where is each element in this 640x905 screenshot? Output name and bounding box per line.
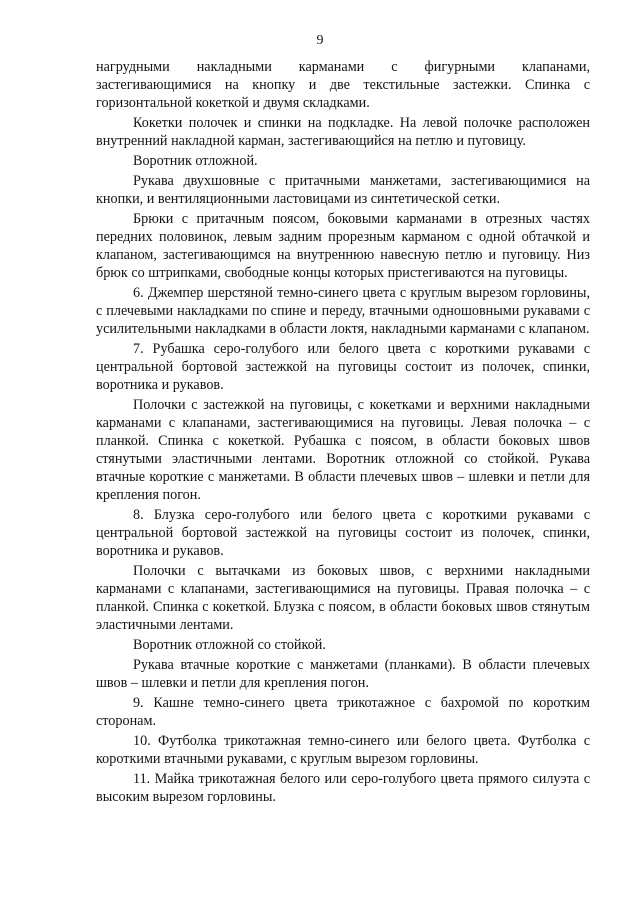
paragraph-continuation: нагрудными накладными карманами с фигурными клапанами, застегивающимися на кнопку и две текстильные застежки. Спинка с горизонтальной кокеткой и двумя складками. xyxy=(96,59,590,111)
paragraph-item-6-jumper: 6. Джемпер шерстяной темно-синего цвета с круглым вырезом горловины, с плечевыми накладками по спине и переду, втачными одношовными рукавами с усилительными накладками в области локтя, накладными карманами с клапаном. xyxy=(96,285,590,337)
paragraph-blouse-details: Полочки с вытачками из боковых швов, с верхними накладными карманами с клапанами, застегивающимися на пуговицы. Правая полочка – с планкой. Спинка с кокеткой. Блузка с поясом, в области боковых швов стянутым эластичными лентами. xyxy=(96,563,590,633)
paragraph-item-11-undershirt: 11. Майка трикотажная белого или серо-голубого цвета прямого силуэта с высоким вырезом горловины. xyxy=(96,771,590,805)
paragraph-collar: Воротник отложной. xyxy=(133,153,258,169)
page-number: 9 xyxy=(316,33,324,48)
paragraph-sleeves: Рукава двухшовные с притачными манжетами, застегивающимися на кнопки, и вентиляционными ластовицами из синтетической сетки. xyxy=(96,173,590,207)
paragraph-item-8-blouse: 8. Блузка серо-голубого или белого цвета с короткими рукавами с центральной бортовой застежкой на пуговицы состоит из полочек, спинки, воротника и рукавов. xyxy=(96,507,590,559)
paragraph-blouse-collar: Воротник отложной со стойкой. xyxy=(133,637,326,653)
paragraph-item-7-shirt: 7. Рубашка серо-голубого или белого цвета с короткими рукавами с центральной бортовой застежкой на пуговицы состоит из полочек, спинки, воротника и рукавов. xyxy=(96,341,590,393)
paragraph-item-10-tshirt: 10. Футболка трикотажная темно-синего или белого цвета. Футболка с короткими втачными рукавами, с круглым вырезом горловины. xyxy=(96,733,590,767)
paragraph-item-9-scarf: 9. Кашне темно-синего цвета трикотажное с бахромой по коротким сторонам. xyxy=(96,695,590,729)
paragraph-yoke-lining: Кокетки полочек и спинки на подкладке. На левой полочке расположен внутренний накладной карман, застегивающийся на петлю и пуговицу. xyxy=(96,115,590,149)
paragraph-blouse-sleeves: Рукава втачные короткие с манжетами (планками). В области плечевых швов – шлевки и петли для крепления погон. xyxy=(96,657,590,691)
paragraph-shirt-details: Полочки с застежкой на пуговицы, с кокетками и верхними накладными карманами с клапанами, застегивающимися на пуговицы. Левая полочка – с планкой. Спинка с кокеткой. Рубашка с поясом, в области боковых швов стянутыми эластичными лентами. Воротник отложной со стойкой. Рукава втачные короткие с манжетами. В области плечевых швов – шлевки и петли для крепления погон. xyxy=(96,397,590,503)
document-body xyxy=(96,58,590,808)
paragraph-trousers: Брюки с притачным поясом, боковыми карманами в отрезных частях передних половинок, левым задним прорезным карманом с одной обтачкой и клапаном, застегивающимся на внутреннюю навесную петлю и пуговицу. Низ брюк со штрипками, свободные концы которых пристегиваются на пуговицы. xyxy=(96,211,590,281)
